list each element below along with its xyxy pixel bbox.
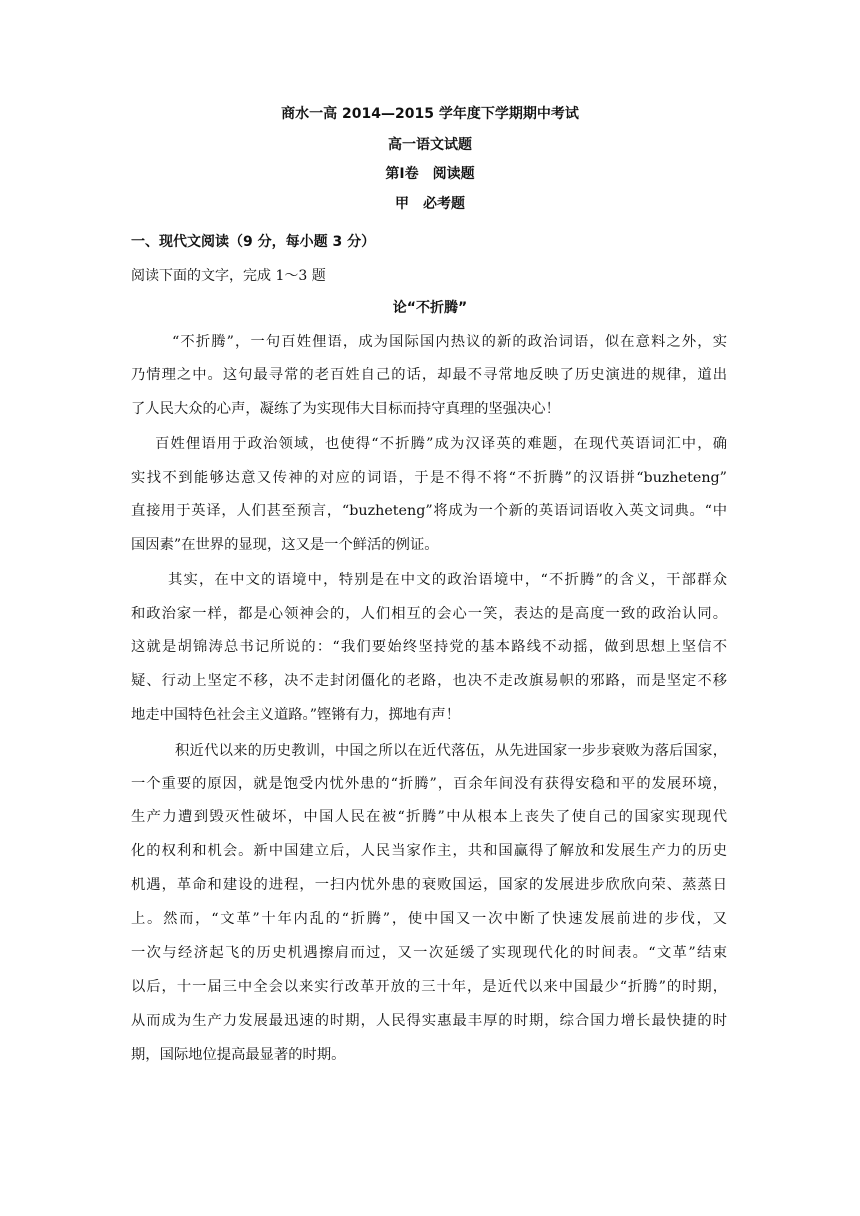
article-line: 直接用于英译，人们甚至预言，“buzheteng”将成为一个新的英语词语收入英文词典。“中 — [131, 503, 727, 519]
article-line: 积近代以来的历史教训，中国之所以在近代落伍，从先进国家一步步衰败为落后国家， — [175, 743, 727, 759]
article-line: 其实，在中文的语境中，特别是在中文的政治语境中，“不折腾”的含义，干部群众 — [168, 572, 727, 588]
article-line: 疑、行动上坚定不移，决不走封闭僵化的老路，也决不走改旗易帜的邪路，而是坚定不移 — [131, 673, 727, 689]
article-line: 生产力遭到毁灭性破坏，中国人民在被“折腾”中从根本上丧失了使自己的国家实现现代 — [131, 809, 727, 825]
article-line: 国因素”在世界的显现，这又是一个鲜活的例证。 — [131, 537, 439, 553]
exam-title: 商水一高 2014—2015 学年度下学期期中考试 — [281, 106, 579, 122]
article-line: 地走中国特色社会主义道路。”铿锵有力，掷地有声！ — [131, 707, 460, 723]
article-line: 化的权利和机会。新中国建立后，人民当家作主，共和国赢得了解放和发展生产力的历史 — [131, 843, 727, 859]
article-line: 这就是胡锦涛总书记所说的：“我们要始终坚持党的基本路线不动摇，做到思想上坚信不 — [131, 639, 727, 655]
article-line: 期，国际地位提高最显著的时期。 — [131, 1047, 346, 1063]
part-heading: 甲 必考题 — [395, 196, 465, 212]
exam-subtitle: 高一语文试题 — [388, 137, 472, 153]
article-line: 上。然而，“文革”十年内乱的“折腾”，使中国又一次中断了快速发展前进的步伐，又 — [131, 911, 727, 927]
article-line: 一次与经济起飞的历史机遇擦肩而过，又一次延缓了实现现代化的时间表。“文革”结束 — [131, 945, 727, 961]
article-title: 论“不折腾” — [392, 300, 468, 316]
article-line: 从而成为生产力发展最迅速的时期，人民得实惠最丰厚的时期，综合国力增长最快捷的时 — [131, 1013, 727, 1029]
instruction-text: 阅读下面的文字，完成 1～3 题 — [131, 268, 326, 284]
article-line: 乃情理之中。这句最寻常的老百姓自己的话，却最不寻常地反映了历史演进的规律，道出 — [131, 367, 727, 383]
article-line: 百姓俚语用于政治领域，也使得“不折腾”成为汉译英的难题，在现代英语词汇中，确 — [155, 436, 727, 452]
article-line: 实找不到能够达意又传神的对应的词语，于是不得不将“不折腾”的汉语拼“buzheteng” — [131, 470, 727, 486]
article-line: 机遇，革命和建设的进程，一扫内忧外患的衰败国运，国家的发展进步欣欣向荣、蒸蒸日 — [131, 877, 727, 893]
article-line: 以后，十一届三中全会以来实行改革开放的三十年，是近代以来中国最少“折腾”的时期， — [131, 979, 727, 995]
volume-heading: 第Ⅰ卷 阅读题 — [385, 166, 475, 182]
article-line: “不折腾”，一句百姓俚语，成为国际国内热议的新的政治词语，似在意料之外，实 — [172, 334, 727, 350]
article-line: 了人民大众的心声，凝练了为实现伟大目标而持守真理的坚强决心！ — [131, 401, 560, 417]
article-line: 一个重要的原因，就是饱受内忧外患的“折腾”，百余年间没有获得安稳和平的发展环境， — [131, 776, 727, 792]
article-line: 和政治家一样，都是心领神会的，人们相互的会心一笑，表达的是高度一致的政治认同。 — [131, 606, 727, 622]
section-heading: 一、现代文阅读（9 分，每小题 3 分） — [131, 234, 376, 250]
